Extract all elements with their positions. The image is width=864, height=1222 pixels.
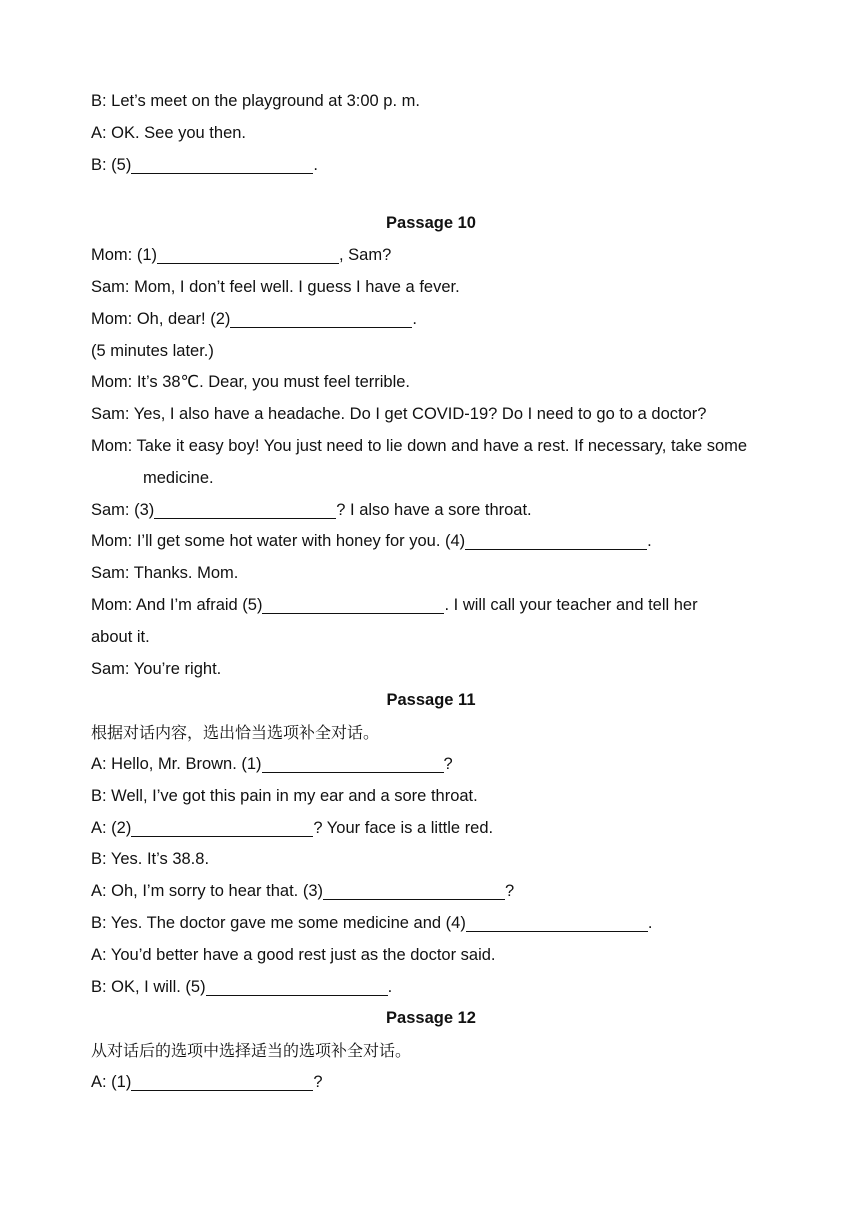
instruction-text: 根据对话内容，选出恰当选项补全对话。 [91,723,380,743]
dialogue-line: (5 minutes later.) [91,341,214,360]
dialogue-line: Mom: It’s 38℃. Dear, you must feel terrible. [91,373,411,392]
answer-blank[interactable] [131,156,313,174]
dialogue-line: B: (5) . [91,155,318,174]
dialogue-line: A: OK. See you then. [91,123,247,142]
dialogue-line: B: Yes. It’s 38.8. [91,850,210,869]
answer-blank[interactable] [323,882,505,900]
dialogue-line: Sam: Thanks. Mom. [91,564,239,583]
answer-blank[interactable] [466,914,648,932]
dialogue-line: B: OK, I will. (5) . [91,977,393,996]
dialogue-line: B: Yes. The doctor gave me some medicine and (4) . [91,913,653,932]
dialogue-line: Sam: You’re right. [91,659,222,678]
dialogue-line: Mom: (1) , Sam? [91,246,392,265]
dialogue-line: Mom: And I’m afraid (5) . I will call your teacher and tell her [91,595,698,614]
dialogue-line: A: Hello, Mr. Brown. (1) ? [91,754,453,773]
dialogue-line: Sam: Mom, I don’t feel well. I guess I have a fever. [91,277,460,296]
dialogue-line: B: Let’s meet on the playground at 3:00 p. m. [91,92,420,110]
answer-blank[interactable] [157,246,339,264]
answer-blank[interactable] [131,819,313,837]
dialogue-line: Mom: I’ll get some hot water with honey for you. (4) . [91,532,652,551]
dialogue-line: A: (1) ? [91,1072,323,1091]
dialogue-line: Sam: Yes, I also have a headache. Do I get COVID-19? Do I need to go to a doctor? [91,405,707,424]
dialogue-line: B: Well, I’ve got this pain in my ear and a sore throat. [91,786,478,805]
answer-blank[interactable] [465,532,647,550]
document-page [91,86,771,1099]
dialogue-line: Mom: Oh, dear! (2) . [91,309,417,328]
answer-blank[interactable] [154,501,336,519]
passage-title: Passage 11 [386,691,476,710]
passage-title: Passage 10 [386,214,476,233]
answer-blank[interactable] [131,1073,313,1091]
answer-blank[interactable] [262,755,444,773]
dialogue-line: A: Oh, I’m sorry to hear that. (3) ? [91,882,515,901]
dialogue-line: A: (2) ? Your face is a little red. [91,818,494,837]
passage-title: Passage 12 [386,1009,476,1028]
answer-blank[interactable] [262,596,444,614]
dialogue-line: Mom: Take it easy boy! You just need to lie down and have a rest. If necessary, take some medicine. [91,436,748,487]
dialogue-line: about it. [91,627,150,646]
answer-blank[interactable] [206,978,388,996]
instruction-text: 从对话后的选项中选择适当的选项补全对话。 [91,1041,412,1061]
dialogue-line: A: You’d better have a good rest just as the doctor said. [91,945,496,964]
dialogue-line: Sam: (3) ? I also have a sore throat. [91,500,532,519]
answer-blank[interactable] [230,310,412,328]
